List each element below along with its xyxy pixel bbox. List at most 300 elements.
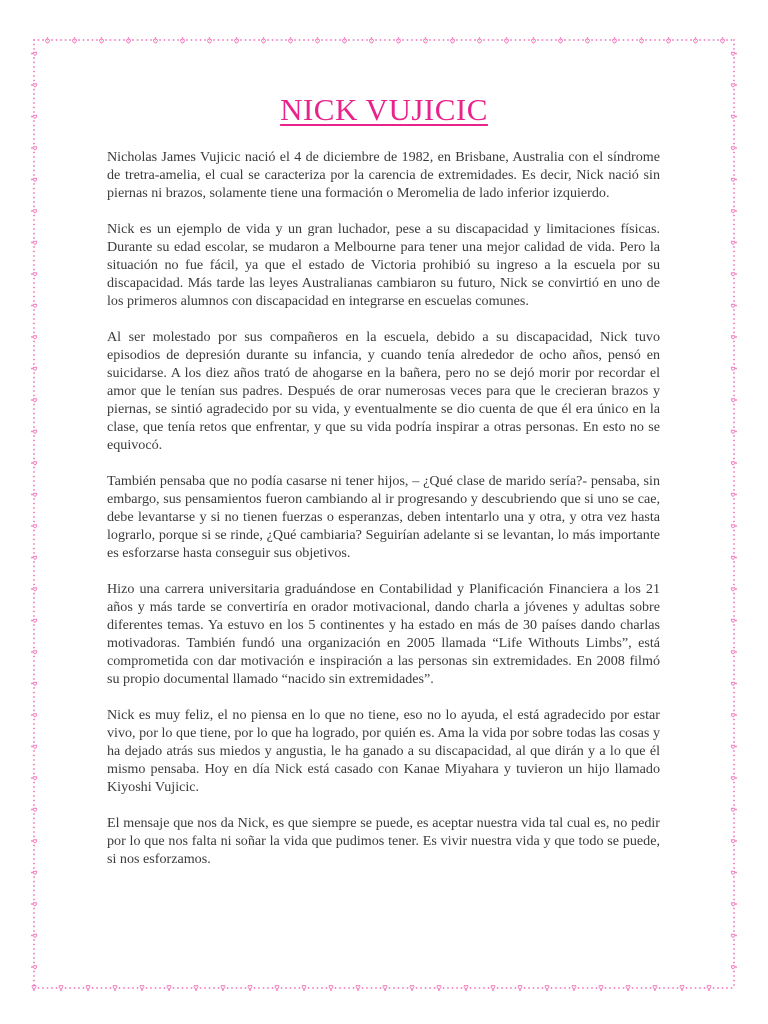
border-heart-icon <box>731 934 735 937</box>
border-heart-icon <box>140 985 144 989</box>
border-heart-icon <box>731 777 735 780</box>
border-dot <box>733 624 735 626</box>
border-dot <box>735 935 737 937</box>
border-dot <box>33 710 35 712</box>
border-dot <box>173 39 175 41</box>
border-dot <box>263 37 265 39</box>
border-dot <box>733 246 735 248</box>
border-dot <box>177 39 179 41</box>
border-dot <box>294 987 296 989</box>
page-title-text: NICK VUJICIC <box>280 92 488 127</box>
border-heart-icon <box>410 985 414 989</box>
border-dot <box>33 354 35 356</box>
border-dot <box>375 39 377 41</box>
border-dot <box>371 37 373 39</box>
border-dot <box>733 710 735 712</box>
border-dot <box>733 957 735 959</box>
border-dot <box>141 39 143 41</box>
border-dot <box>33 638 35 640</box>
border-dot <box>33 813 35 815</box>
border-dot <box>33 408 35 410</box>
border-dot <box>31 966 33 968</box>
border-dot <box>339 39 341 41</box>
border-dot <box>645 987 647 989</box>
border-dot <box>290 987 292 989</box>
border-dot <box>33 467 35 469</box>
border-dot <box>78 39 80 41</box>
border-dot <box>33 183 35 185</box>
border-dot <box>209 37 211 39</box>
border-dot <box>191 39 193 41</box>
border-dot <box>434 39 436 41</box>
border-dot <box>717 39 719 41</box>
border-dot <box>83 39 85 41</box>
border-dot <box>299 39 301 41</box>
border-dot <box>733 345 735 347</box>
border-dot <box>33 507 35 509</box>
border-dot <box>31 84 33 86</box>
border-dot <box>31 336 33 338</box>
border-dot <box>733 696 735 698</box>
border-dot <box>348 987 350 989</box>
border-dot <box>582 987 584 989</box>
border-dot <box>299 987 301 989</box>
border-dot <box>38 987 40 989</box>
border-dot <box>735 557 737 559</box>
page-title <box>0 92 768 128</box>
border-dot <box>357 39 359 41</box>
border-dot <box>38 39 40 41</box>
border-dot <box>733 467 735 469</box>
border-dot <box>733 782 735 784</box>
border-dot <box>33 224 35 226</box>
border-dot <box>733 170 735 172</box>
border-dot <box>308 39 310 41</box>
border-dot <box>733 984 735 986</box>
border-dot <box>735 840 737 842</box>
border-heart-icon <box>33 588 37 591</box>
border-dot <box>231 987 233 989</box>
border-dot <box>733 899 735 901</box>
border-dot <box>733 845 735 847</box>
border-dot <box>33 269 35 271</box>
border-dot <box>267 39 269 41</box>
border-dot <box>733 723 735 725</box>
border-dot <box>33 228 35 230</box>
border-dot <box>33 926 35 928</box>
paragraph-3: Al ser molestado por sus compañeros en la escuela, debido a su discapacidad, Nick tuvo episodios de depresión durante su infancia, y cuando tenía alrededor de ocho años, pensó en suicidarse. A los diez años trató de ahogarse en la bañera, pero no se dejó morir por recordar el amor que le tenían sus padres. Después de orar numerosas veces para que le crecieran brazos y piernas, se sintió agradecido por su vida, y eventualmente se dio cuenta de que él era único en la clase, que tenía retos que enfrentar, y que su vida podría inspirar a otras personas. En esto no se equivocó. <box>107 329 660 453</box>
border-dot <box>636 39 638 41</box>
border-heart-icon <box>707 985 711 989</box>
border-dot <box>537 39 539 41</box>
border-dot <box>31 588 33 590</box>
border-dot <box>733 885 735 887</box>
border-dot <box>33 687 35 689</box>
border-dot <box>33 80 35 82</box>
border-dot <box>33 786 35 788</box>
border-dot <box>33 597 35 599</box>
border-heart-icon <box>33 52 37 55</box>
border-dot <box>733 818 735 820</box>
border-dot <box>614 987 616 989</box>
border-dot <box>33 480 35 482</box>
border-dot <box>33 444 35 446</box>
border-dot <box>416 39 418 41</box>
border-dot <box>733 665 735 667</box>
border-dot <box>74 37 76 39</box>
border-dot <box>733 296 735 298</box>
border-dot <box>650 987 652 989</box>
border-dot <box>123 39 125 41</box>
border-heart-icon <box>731 903 735 906</box>
border-dot <box>506 37 508 39</box>
border-dot <box>605 987 607 989</box>
border-dot <box>420 987 422 989</box>
border-dot <box>735 53 737 55</box>
border-dot <box>321 39 323 41</box>
border-dot <box>33 287 35 289</box>
border-heart-icon <box>356 985 360 989</box>
border-dot <box>33 66 35 68</box>
border-dot <box>31 210 33 212</box>
border-dot <box>398 987 400 989</box>
border-dot <box>51 39 53 41</box>
border-dot <box>254 987 256 989</box>
border-dot <box>733 701 735 703</box>
border-dot <box>33 836 35 838</box>
border-dot <box>733 534 735 536</box>
border-dot <box>735 746 737 748</box>
border-dot <box>65 987 67 989</box>
border-heart-icon <box>424 39 428 43</box>
border-dot <box>33 948 35 950</box>
border-dot <box>33 39 35 41</box>
border-dot <box>123 987 125 989</box>
border-dot <box>33 768 35 770</box>
border-dot <box>560 37 562 39</box>
border-heart-icon <box>559 39 563 43</box>
border-dot <box>623 39 625 41</box>
border-heart-icon <box>33 493 37 496</box>
border-dot <box>33 260 35 262</box>
border-dot <box>33 980 35 982</box>
border-dot <box>733 161 735 163</box>
border-dot <box>733 300 735 302</box>
border-dot <box>33 332 35 334</box>
border-dot <box>222 39 224 41</box>
border-dot <box>33 773 35 775</box>
border-dot <box>281 39 283 41</box>
border-dot <box>33 161 35 163</box>
border-dot <box>551 39 553 41</box>
border-dot <box>33 782 35 784</box>
border-dot <box>733 615 735 617</box>
border-dot <box>33 215 35 217</box>
border-dot <box>564 39 566 41</box>
border-dot <box>33 471 35 473</box>
border-dot <box>31 53 33 55</box>
border-dot <box>733 629 735 631</box>
border-dot <box>33 458 35 460</box>
border-dot <box>33 876 35 878</box>
border-dot <box>159 39 161 41</box>
paragraph-1: Nicholas James Vujicic nació el 4 de diciembre de 1982, en Brisbane, Australia con el síndrome de tretra-amelia, el cual se caracteriza por la carencia de extremidades. Es decir, Nick nació sin piernas ni brazos, solamente tiene una formación o Meromelia de lado inferior izquierdo. <box>107 149 660 201</box>
border-dot <box>591 39 593 41</box>
border-dot <box>33 422 35 424</box>
border-dot <box>155 37 157 39</box>
border-dot <box>733 962 735 964</box>
border-dot <box>497 987 499 989</box>
border-dot <box>101 987 103 989</box>
border-dot <box>339 987 341 989</box>
border-dot <box>447 987 449 989</box>
border-dot <box>33 152 35 154</box>
border-heart-icon <box>33 808 37 811</box>
border-dot <box>735 273 737 275</box>
border-dot <box>733 134 735 136</box>
border-dot <box>384 39 386 41</box>
border-dot <box>733 660 735 662</box>
border-heart-icon <box>33 619 37 622</box>
border-dot <box>677 987 679 989</box>
border-dot <box>569 987 571 989</box>
border-heart-icon <box>33 462 37 465</box>
border-dot <box>33 341 35 343</box>
border-dot <box>31 714 33 716</box>
border-heart-icon <box>667 39 671 43</box>
border-dot <box>733 498 735 500</box>
border-dot <box>33 296 35 298</box>
border-dot <box>537 987 539 989</box>
border-dot <box>137 987 139 989</box>
border-dot <box>33 561 35 563</box>
border-dot <box>735 651 737 653</box>
border-dot <box>164 39 166 41</box>
border-dot <box>236 37 238 39</box>
border-dot <box>236 987 238 989</box>
border-dot <box>733 485 735 487</box>
border-dot <box>33 917 35 919</box>
border-dot <box>56 39 58 41</box>
border-dot <box>452 37 454 39</box>
border-dot <box>33 624 35 626</box>
border-dot <box>258 39 260 41</box>
border-heart-icon <box>33 367 37 370</box>
border-heart-icon <box>33 966 37 969</box>
border-dot <box>33 908 35 910</box>
border-dot <box>488 39 490 41</box>
border-dot <box>33 516 35 518</box>
border-dot <box>33 759 35 761</box>
border-dot <box>582 39 584 41</box>
border-dot <box>733 516 735 518</box>
border-dot <box>695 987 697 989</box>
border-dot <box>168 39 170 41</box>
border-dot <box>632 987 634 989</box>
border-dot <box>733 453 735 455</box>
border-dot <box>33 678 35 680</box>
border-dot <box>733 440 735 442</box>
border-heart-icon <box>731 493 735 496</box>
border-dot <box>722 37 724 39</box>
border-heart-icon <box>194 985 198 989</box>
border-dot <box>254 39 256 41</box>
border-heart-icon <box>33 525 37 528</box>
border-dot <box>510 987 512 989</box>
border-dot <box>33 188 35 190</box>
border-dot <box>733 530 735 532</box>
border-heart-icon <box>32 985 36 989</box>
border-heart-icon <box>545 985 549 989</box>
border-dot <box>733 881 735 883</box>
border-dot <box>609 39 611 41</box>
border-dot <box>200 39 202 41</box>
border-dot <box>33 660 35 662</box>
border-dot <box>528 987 530 989</box>
border-dot <box>110 987 112 989</box>
border-dot <box>33 633 35 635</box>
border-dot <box>636 987 638 989</box>
border-dot <box>31 242 33 244</box>
border-dot <box>33 656 35 658</box>
border-dot <box>33 912 35 914</box>
border-dot <box>733 768 735 770</box>
border-heart-icon <box>33 682 37 685</box>
border-dot <box>186 39 188 41</box>
border-dot <box>501 39 503 41</box>
border-heart-icon <box>694 39 698 43</box>
border-dot <box>733 836 735 838</box>
border-heart-icon <box>33 147 37 150</box>
border-dot <box>735 147 737 149</box>
border-dot <box>33 674 35 676</box>
border-dot <box>33 593 35 595</box>
border-dot <box>733 291 735 293</box>
border-dot <box>182 987 184 989</box>
border-dot <box>627 39 629 41</box>
border-dot <box>31 557 33 559</box>
border-dot <box>33 219 35 221</box>
border-dot <box>733 237 735 239</box>
border-dot <box>353 39 355 41</box>
border-dot <box>733 795 735 797</box>
border-dot <box>366 987 368 989</box>
border-dot <box>733 174 735 176</box>
border-dot <box>735 809 737 811</box>
border-dot <box>33 489 35 491</box>
border-dot <box>227 987 229 989</box>
border-dot <box>483 39 485 41</box>
border-dot <box>686 987 688 989</box>
border-dot <box>420 39 422 41</box>
border-dot <box>733 917 735 919</box>
border-heart-icon <box>731 399 735 402</box>
border-dot <box>231 39 233 41</box>
border-heart-icon <box>33 714 37 717</box>
border-dot <box>733 323 735 325</box>
border-heart-icon <box>59 985 63 989</box>
border-dot <box>209 987 211 989</box>
border-heart-icon <box>235 39 239 43</box>
border-heart-icon <box>113 985 117 989</box>
border-heart-icon <box>383 985 387 989</box>
border-dot <box>33 881 35 883</box>
border-heart-icon <box>33 273 37 276</box>
border-dot <box>717 987 719 989</box>
border-dot <box>733 822 735 824</box>
border-dot <box>483 987 485 989</box>
border-dot <box>733 705 735 707</box>
border-dot <box>33 62 35 64</box>
border-dot <box>578 987 580 989</box>
border-dot <box>47 987 49 989</box>
border-dot <box>735 777 737 779</box>
border-dot <box>87 39 89 41</box>
border-dot <box>164 987 166 989</box>
border-dot <box>33 741 35 743</box>
border-dot <box>735 683 737 685</box>
border-heart-icon <box>73 39 77 43</box>
border-dot <box>733 764 735 766</box>
border-dot <box>733 647 735 649</box>
border-heart-icon <box>532 39 536 43</box>
border-dot <box>285 39 287 41</box>
border-dot <box>276 39 278 41</box>
border-dot <box>425 37 427 39</box>
border-dot <box>434 987 436 989</box>
border-dot <box>96 39 98 41</box>
border-dot <box>56 987 58 989</box>
border-heart-icon <box>721 39 725 43</box>
border-dot <box>479 987 481 989</box>
border-heart-icon <box>731 52 735 55</box>
border-dot <box>733 183 735 185</box>
border-dot <box>733 570 735 572</box>
border-dot <box>321 987 323 989</box>
border-dot <box>33 170 35 172</box>
border-dot <box>33 669 35 671</box>
border-dot <box>33 606 35 608</box>
border-dot <box>733 813 735 815</box>
border-dot <box>119 39 121 41</box>
border-dot <box>735 588 737 590</box>
border-dot <box>33 732 35 734</box>
border-heart-icon <box>731 241 735 244</box>
border-dot <box>733 930 735 932</box>
border-dot <box>33 395 35 397</box>
border-dot <box>33 453 35 455</box>
border-dot <box>733 633 735 635</box>
border-dot <box>497 39 499 41</box>
border-dot <box>200 987 202 989</box>
border-dot <box>733 62 735 64</box>
border-dot <box>33 89 35 91</box>
border-dot <box>362 987 364 989</box>
border-dot <box>560 987 562 989</box>
border-dot <box>326 987 328 989</box>
border-dot <box>695 37 697 39</box>
border-heart-icon <box>248 985 252 989</box>
border-dot <box>218 39 220 41</box>
border-heart-icon <box>33 84 37 87</box>
border-heart-icon <box>731 84 735 87</box>
border-dot <box>733 975 735 977</box>
border-dot <box>335 987 337 989</box>
border-dot <box>312 39 314 41</box>
border-dot <box>733 372 735 374</box>
border-dot <box>733 791 735 793</box>
border-dot <box>33 138 35 140</box>
